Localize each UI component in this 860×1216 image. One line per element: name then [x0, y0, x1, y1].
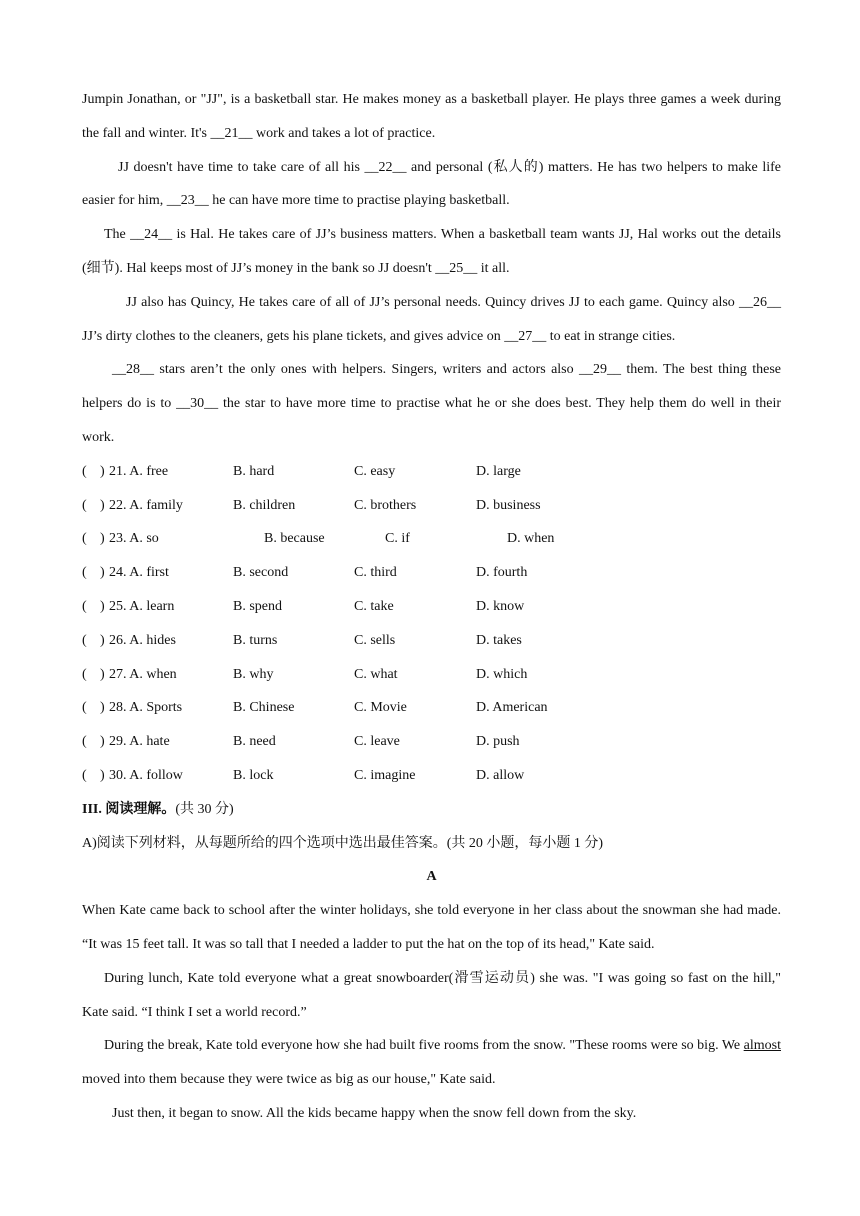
answer-paren-close: ) [100, 700, 105, 716]
question-21 [82, 455, 781, 489]
passage-paragraph-2: During lunch, Kate told everyone what a great snowboarder(滑雪运动员) she was. "I was going so fast on the hill," Kate said. “I think I set a world record.” [82, 970, 781, 1020]
section-instruction: A)阅读下列材料，从每题所给的四个选项中选出最佳答案。(共 20 小题，每小题 1 分) [82, 835, 604, 851]
passage-text-after: moved into them because they were twice as big as our house," Kate said. [82, 1072, 496, 1088]
question-23 [82, 522, 781, 556]
answer-paren-open: ( [82, 497, 87, 513]
answer-paren-close: ) [100, 598, 105, 614]
option-b: B. Chinese [233, 700, 295, 716]
passage-label: A [426, 869, 437, 885]
option-d: D. large [476, 463, 521, 479]
cloze-paragraph-3: The __24__ is Hal. He takes care of JJ’s business matters. When a basketball team wants JJ, Hal works out the details (细节). Hal keeps most of JJ’s money in the bank so JJ doesn't __25__ it all. [82, 227, 781, 276]
option-a: 21. A. free [109, 463, 169, 479]
cloze-paragraph-1: Jumpin Jonathan, or "JJ", is a basketball star. He makes money as a basketball player. He plays three games a week during the fall and winter. It's __21__ work and takes a lot of practice. [82, 92, 781, 141]
option-b: B. second [233, 565, 289, 581]
cloze-paragraph-2: JJ doesn't have time to take care of all his __22__ and personal (私人的) matters. He has two helpers to make life easier for him, __23__ he can have more time to practise playing basketball. [82, 159, 781, 209]
question-list [82, 455, 781, 793]
option-c: C. if [385, 531, 410, 547]
answer-paren-open: ( [82, 598, 87, 614]
answer-paren-close: ) [100, 767, 105, 783]
option-a: 26. A. hides [109, 632, 176, 648]
option-d: D. business [476, 497, 541, 513]
answer-paren-open: ( [82, 700, 87, 716]
section-heading [82, 793, 781, 827]
answer-paren-close: ) [100, 632, 105, 648]
answer-paren-open: ( [82, 734, 87, 750]
answer-paren-close: ) [100, 531, 105, 547]
section-heading-points: (共 30 分) [175, 801, 234, 817]
option-a: 30. A. follow [109, 767, 183, 783]
question-30 [82, 759, 781, 793]
answer-paren-open: ( [82, 531, 87, 547]
option-d: D. American [476, 700, 548, 716]
answer-paren-open: ( [82, 632, 87, 648]
question-25 [82, 590, 781, 624]
option-c: C. third [354, 565, 397, 581]
option-b: B. need [233, 734, 276, 750]
option-d: D. fourth [476, 565, 528, 581]
section-heading-bold: III. 阅读理解。 [82, 801, 176, 817]
answer-paren-open: ( [82, 463, 87, 479]
question-24 [82, 556, 781, 590]
option-d: D. which [476, 666, 528, 682]
option-b: B. because [264, 531, 325, 547]
option-d: D. allow [476, 767, 525, 783]
question-22 [82, 489, 781, 523]
option-b: B. children [233, 497, 296, 513]
option-c: C. sells [354, 632, 396, 648]
option-b: B. turns [233, 632, 278, 648]
option-b: B. why [233, 666, 274, 682]
option-a: 29. A. hate [109, 734, 170, 750]
option-a: 22. A. family [109, 497, 183, 513]
option-c: C. take [354, 598, 394, 614]
option-c: C. easy [354, 463, 396, 479]
answer-paren-open: ( [82, 767, 87, 783]
option-c: C. leave [354, 734, 400, 750]
question-29 [82, 725, 781, 759]
question-26 [82, 624, 781, 658]
option-b: B. lock [233, 767, 274, 783]
cloze-paragraph-4: JJ also has Quincy, He takes care of all of JJ’s personal needs. Quincy drives JJ to each game. Quincy also __26__ JJ’s dirty clothes to the cleaners, gets his plane tickets, and gives advice on __27__ to eat in strange cities. [82, 294, 781, 344]
option-b: B. spend [233, 598, 282, 614]
answer-paren-close: ) [100, 497, 105, 513]
answer-paren-close: ) [100, 463, 105, 479]
answer-paren-close: ) [100, 565, 105, 581]
document-page [82, 83, 781, 1131]
option-d: D. know [476, 598, 525, 614]
option-a: 23. A. so [109, 531, 159, 547]
option-d: D. when [507, 531, 555, 547]
answer-paren-open: ( [82, 666, 87, 682]
cloze-paragraph-5: __28__ stars aren’t the only ones with helpers. Singers, writers and actors also __29__ them. The best thing these helpers do is to __30__ the star to have more time to practise what he or she does best. They help them do well in their work. [82, 362, 781, 445]
option-b: B. hard [233, 463, 275, 479]
option-a: 25. A. learn [109, 598, 175, 614]
underlined-word: almost [743, 1038, 781, 1054]
option-c: C. Movie [354, 700, 407, 716]
option-a: 28. A. Sports [109, 700, 183, 716]
question-28 [82, 691, 781, 725]
option-c: C. brothers [354, 497, 417, 513]
option-a: 24. A. first [109, 565, 169, 581]
passage-paragraph-3 [82, 1029, 781, 1097]
option-c: C. imagine [354, 767, 416, 783]
passage-paragraph-4: Just then, it began to snow. All the kids became happy when the snow fell down from the sky. [112, 1105, 637, 1121]
passage-text-before: During the break, Kate told everyone how she had built five rooms from the snow. "These rooms were so big. We [104, 1038, 744, 1054]
option-d: D. takes [476, 632, 522, 648]
option-a: 27. A. when [109, 666, 177, 682]
answer-paren-open: ( [82, 565, 87, 581]
question-27 [82, 658, 781, 692]
answer-paren-close: ) [100, 666, 105, 682]
option-d: D. push [476, 734, 520, 750]
option-c: C. what [354, 666, 398, 682]
passage-paragraph-1: When Kate came back to school after the winter holidays, she told everyone in her class about the snowman she had made. “It was 15 feet tall. It was so tall that I needed a ladder to put the hat on the top of its head," Kate said. [82, 903, 781, 952]
answer-paren-close: ) [100, 734, 105, 750]
